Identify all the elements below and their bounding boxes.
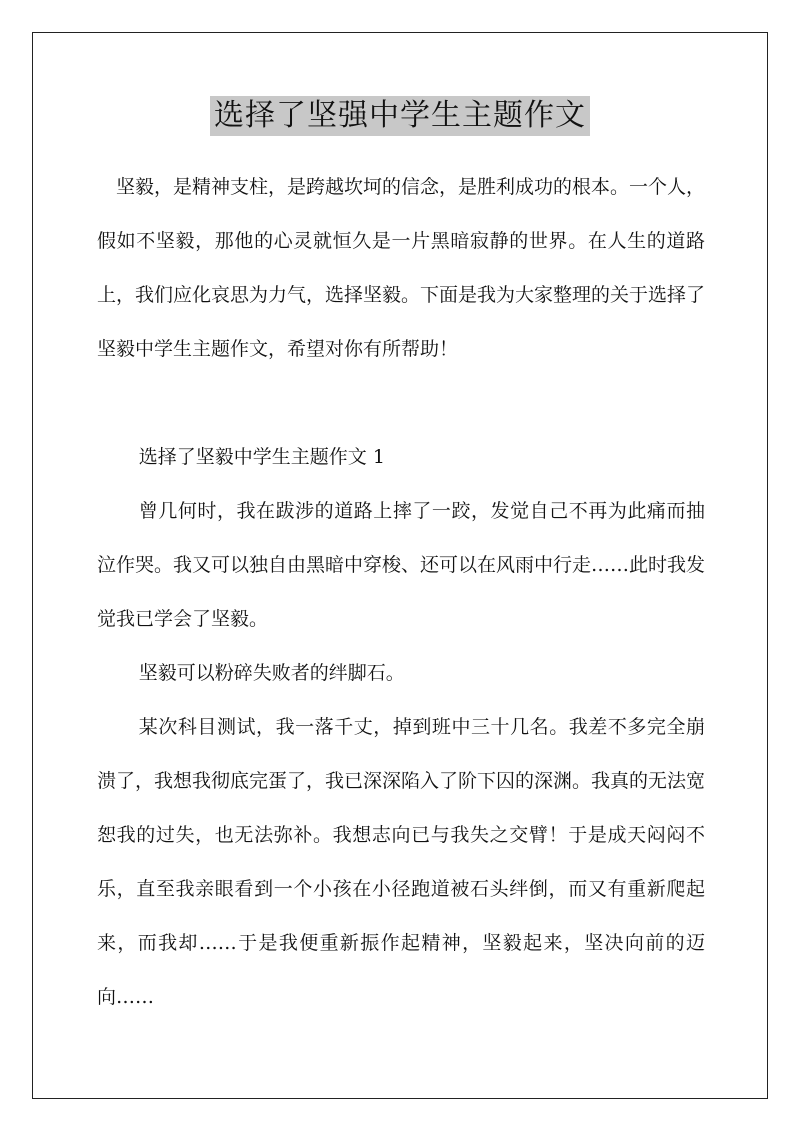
document-title: 选择了坚强中学生主题作文 bbox=[210, 96, 590, 136]
body-paragraph-3: 某次科目测试，我一落千丈，掉到班中三十几名。我差不多完全崩溃了，我想我彻底完蛋了，我已深深陷入了阶下囚的深渊。我真的无法宽恕我的过失，也无法弥补。我想志向已与我失之交臂！于是成天闷闷不乐，直至我亲眼看到一个小孩在小径跑道被石头绊倒，而又有重新爬起来，而我却……于是我便重新振作起精神，坚毅起来，坚决向前的迈向…… bbox=[97, 716, 706, 1008]
body-paragraph-2: 坚毅可以粉碎失败者的绊脚石。 bbox=[138, 662, 405, 684]
body-paragraph-1: 曾几何时，我在跋涉的道路上摔了一跤，发觉自己不再为此痛而抽泣作哭。我又可以独自由黑暗中穿梭、还可以在风雨中行走……此时我发觉我已学会了坚毅。 bbox=[97, 500, 706, 630]
section-heading: 选择了坚毅中学生主题作文 1 bbox=[138, 446, 385, 468]
title-wrap bbox=[0, 96, 800, 136]
intro-paragraph: 坚毅，是精神支柱，是跨越坎坷的信念，是胜利成功的根本。一个人，假如不坚毅，那他的心灵就恒久是一片黑暗寂静的世界。在人生的道路上，我们应化哀思为力气，选择坚毅。下面是我为大家整理的关于选择了坚毅中学生主题作文，希望对你有所帮助！ bbox=[97, 176, 706, 360]
document-body bbox=[97, 160, 705, 1024]
paragraph-gap bbox=[97, 376, 705, 430]
